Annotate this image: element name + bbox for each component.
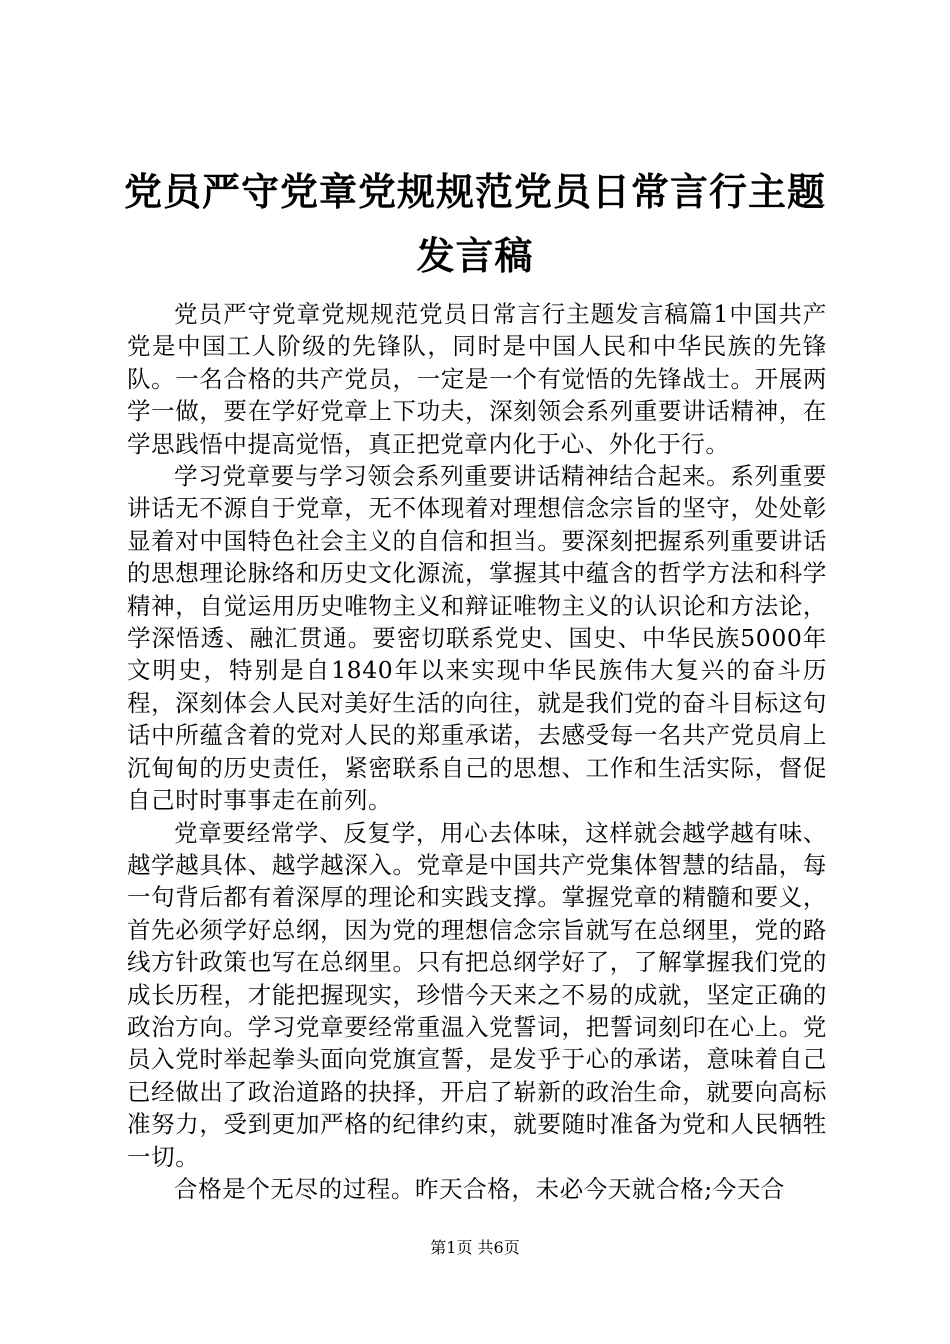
paragraph-1: 党员严守党章党规规范党员日常言行主题发言稿篇1中国共产党是中国工人阶级的先锋队，同时是中国人民和中华民族的先锋队。一名合格的共产党员，一定是一个有觉悟的先锋战士。开展两学一做，要在学好党章上下功夫，深刻领会系列重要讲话精神，在学思践悟中提高觉悟，真正把党章内化于心、外化于行。 [127,300,827,458]
document-body [127,298,827,1205]
paragraph-2: 学习党章要与学习领会系列重要讲话精神结合起来。系列重要讲话无不源自于党章，无不体现着对理想信念宗旨的坚守，处处彰显着对中国特色社会主义的自信和担当。要深刻把握系列重要讲话的思想理论脉络和历史文化源流，掌握其中蕴含的哲学方法和科学精神，自觉运用历史唯物主义和辩证唯物主义的认识论和方法论，学深悟透、融汇贯通。要密切联系党史、国史、中华民族5000年文明史，特别是自1840年以来实现中华民族伟大复兴的奋斗历程，深刻体会人民对美好生活的向往，就是我们党的奋斗目标这句话中所蕴含着的党对人民的郑重承诺，去感受每一名共产党员肩上沉甸甸的历史责任，紧密联系自己的思想、工作和生活实际，督促自己时时事事走在前列。 [127,462,827,815]
document-title: 党员严守党章党规规范党员日常言行主题发言稿 [123,169,826,278]
paragraph-3: 党章要经常学、反复学，用心去体味，这样就会越学越有味、越学越具体、越学越深入。党章是中国共产党集体智慧的结晶，每一句背后都有着深厚的理论和实践支撑。掌握党章的精髓和要义，首先必须学好总纲，因为党的理想信念宗旨就写在总纲里，党的路线方针政策也写在总纲里。只有把总纲学好了，了解掌握我们党的成长历程，才能把握现实，珍惜今天来之不易的成就，坚定正确的政治方向。学习党章要经常重温入党誓词，把誓词刻印在心上。党员入党时举起拳头面向党旗宣誓，是发乎于心的承诺，意味着自己已经做出了政治道路的抉择，开启了崭新的政治生命，就要向高标准努力，受到更加严格的纪律约束，就要随时准备为党和人民牺牲一切。 [127,818,827,1171]
page-indicator: 第1页 共6页 [430,1238,520,1257]
paragraph-4: 合格是个无尽的过程。昨天合格，未必今天就合格;今天合 [174,1174,786,1203]
